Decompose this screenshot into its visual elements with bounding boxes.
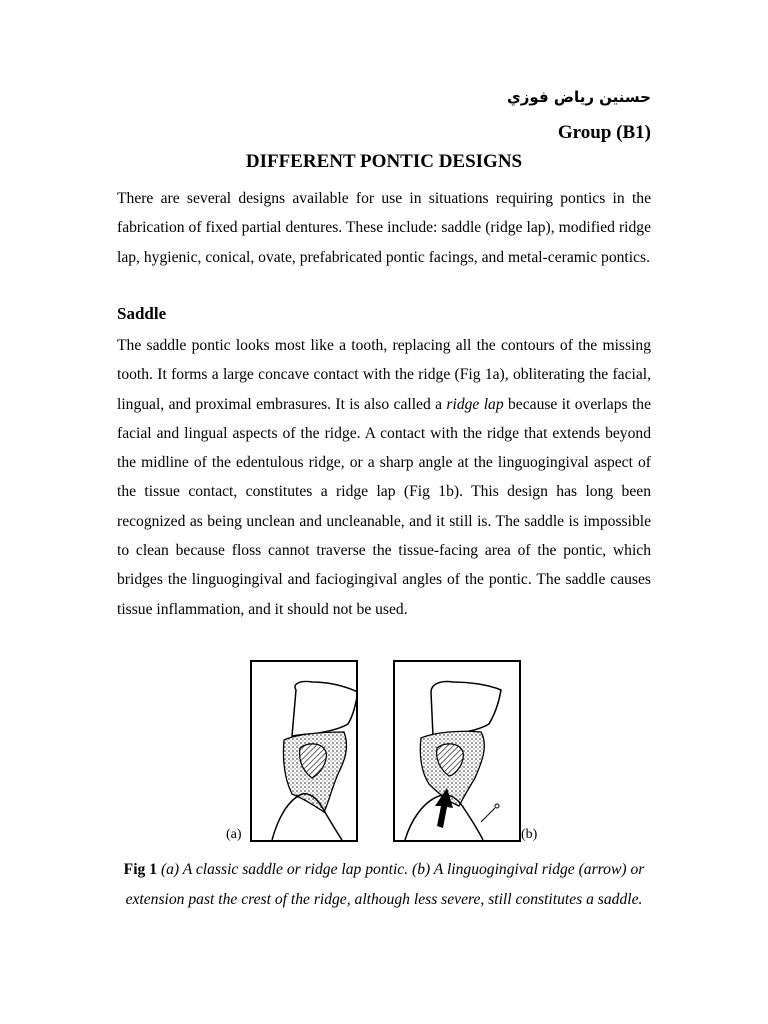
figure-a-image xyxy=(250,660,358,842)
caption-label: Fig 1 xyxy=(123,861,158,878)
author-name: حسنين رياض فوزي xyxy=(507,88,651,106)
caption-text: (a) A classic saddle or ridge lap pontic. (b) A linguogingival ridge (arrow) or extension past the crest of the ridge, although less severe, still constitutes a saddle. xyxy=(125,861,645,908)
saddle-text-1: The saddle pontic looks most like a tooth, replacing all the contours of the missing tooth. It forms a large concave contact with the ridge (Fig 1a), obliterating the facial, lingual, and proximal embrasures. It is also called a xyxy=(117,337,651,413)
intro-paragraph: There are several designs available for use in situations requiring pontics in the fabrication of fixed partial dentures. These include: saddle (ridge lap), modified ridge lap, hygienic, conical, ovate, prefabricated pontic facings, and metal-ceramic pontics. xyxy=(117,190,651,266)
group-label: Group (B1) xyxy=(557,122,651,143)
figure-a-label: (a) xyxy=(226,827,242,842)
saddle-paragraph xyxy=(117,331,651,624)
figure-caption xyxy=(100,855,668,915)
saddle-pontic-drawing-a xyxy=(252,662,356,840)
ridge-lap-term: ridge lap xyxy=(446,395,504,413)
figure-b-image xyxy=(393,660,521,842)
saddle-text-2: because it overlaps the facial and lingual aspects of the ridge. A contact with the ridge that extends beyond the midline of the edentulous ridge, or a sharp angle at the linguogingival aspect of the tissue contact, constitutes a ridge lap (Fig 1b). This design has long been recognized as being unclean and uncleanable, and it still is. The saddle is impossible to clean because floss cannot traverse the tissue-facing area of the pontic, which bridges the linguogingival and faciogingival angles of the pontic. The saddle causes tissue inflammation, and it should not be used. xyxy=(117,395,651,618)
figure-b-label: (b) xyxy=(521,827,538,842)
page-title: DIFFERENT PONTIC DESIGNS xyxy=(245,151,523,172)
section-heading: Saddle xyxy=(117,304,167,323)
saddle-pontic-drawing-b xyxy=(395,662,519,840)
